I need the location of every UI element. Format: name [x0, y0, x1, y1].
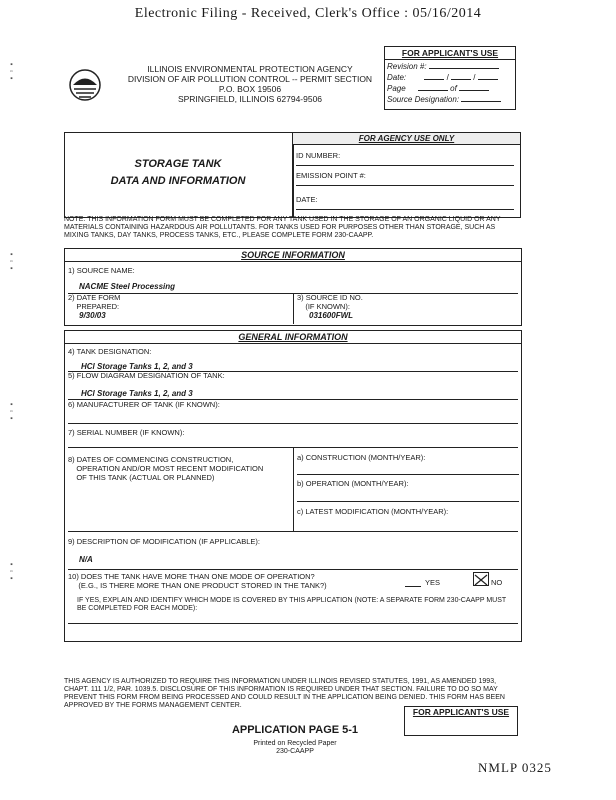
manufacturer-line: [68, 423, 518, 424]
source-divider: [293, 293, 294, 324]
modification-description-value: N/A: [79, 555, 93, 564]
modification-description-label: 9) DESCRIPTION OF MODIFICATION (IF APPLICABLE):: [68, 537, 260, 546]
applicant-use-header: FOR APPLICANT'S USE: [385, 47, 515, 60]
general-information-section: [64, 330, 522, 642]
date-month-field[interactable]: [424, 71, 444, 80]
source-id-label: 3) SOURCE ID NO. (IF KNOWN):: [297, 293, 363, 311]
flow-diagram-value: HCl Storage Tanks 1, 2, and 3: [81, 389, 193, 398]
dates-divider: [293, 447, 294, 531]
page-of-label: of: [450, 84, 457, 93]
illinois-epa-logo: [68, 68, 102, 102]
tank-designation-label: 4) TANK DESIGNATION:: [68, 347, 152, 356]
revision-field[interactable]: [429, 60, 499, 69]
date-year-field[interactable]: [478, 71, 498, 80]
footer-applicant-label: FOR APPLICANT'S USE: [412, 707, 510, 717]
dates-bottom-line: [68, 531, 518, 532]
form-number: 230-CAAPP: [276, 748, 314, 755]
source-name-label: 1) SOURCE NAME:: [68, 266, 135, 275]
form-title-line1: STORAGE TANK: [134, 158, 222, 170]
footer-applicant-box: [404, 706, 518, 736]
date-prepared-label: 2) DATE FORM PREPARED:: [68, 293, 121, 311]
revision-row: [385, 60, 515, 71]
agency-use-header: FOR AGENCY USE ONLY: [293, 133, 520, 145]
agency-header: [120, 64, 380, 104]
applicant-use-box: [384, 46, 516, 110]
page-row: [385, 82, 515, 93]
emission-point-line: [296, 185, 514, 186]
manufacturer-label: 6) MANUFACTURER OF TANK (IF KNOWN):: [68, 400, 220, 409]
construction-date-label: a) CONSTRUCTION (MONTH/YEAR):: [297, 453, 426, 462]
filing-stamp: Electronic Filing - Received, Clerk's Office : 05/16/2014: [134, 6, 482, 21]
agency-date-label: DATE:: [296, 195, 318, 204]
revision-label: Revision #:: [387, 62, 427, 71]
no-label: NO: [491, 578, 503, 587]
id-number-line: [296, 165, 514, 166]
agency-line2: DIVISION OF AIR POLLUTION CONTROL -- PERMIT SECTION: [127, 74, 373, 84]
flow-diagram-label: 5) FLOW DIAGRAM DESIGNATION OF TANK:: [68, 371, 225, 380]
modification-description-line: [68, 569, 518, 570]
form-note: NOTE: THIS INFORMATION FORM MUST BE COMPLETED FOR ANY TANK USED IN THE STORAGE OF AN ORGANIC LIQUID OR ANY MATERIALS CONTAINING HAZARDOUS AIR POLLUTANTS. FOR TANKS USED FOR PURPOSES OTHER THAN STORAGE, SUCH AS MIXING TANKS, DAY TANKS, PROCESS TANKS, ETC., PLEASE COMPLETE FORM 230-CAAPP.: [64, 216, 501, 239]
source-name-value: NACME Steel Processing: [79, 282, 176, 291]
multiple-modes-note: IF YES, EXPLAIN AND IDENTIFY WHICH MODE IS COVERED BY THIS APPLICATION (NOTE: A SEPARATE FORM 230-CAAPP MUST BE COMPLETED FOR EACH MODE):: [77, 597, 507, 612]
form-title: [64, 156, 292, 190]
application-page-label: APPLICATION PAGE 5-1: [231, 724, 359, 736]
scan-edge-mark: ▪▫▪: [8, 250, 15, 271]
page-number-field[interactable]: [418, 82, 448, 91]
date-day-field[interactable]: [451, 71, 471, 80]
date-row: Date: / /: [385, 71, 515, 82]
no-checkbox[interactable]: [473, 572, 489, 586]
serial-number-label: 7) SERIAL NUMBER (IF KNOWN):: [68, 428, 185, 437]
agency-line4: SPRINGFIELD, ILLINOIS 62794-9506: [177, 94, 323, 104]
form-title-line2: DATA AND INFORMATION: [110, 175, 246, 187]
scan-edge-mark: ▪▫▪: [8, 60, 15, 81]
operation-date-label: b) OPERATION (MONTH/YEAR):: [297, 479, 409, 488]
tank-designation-value: HCl Storage Tanks 1, 2, and 3: [81, 362, 193, 371]
checkmark-x-icon: [474, 574, 488, 586]
footer-sub: [220, 740, 370, 756]
legal-disclaimer: THIS AGENCY IS AUTHORIZED TO REQUIRE THIS INFORMATION UNDER ILLINOIS REVISED STATUTES, 1991, AS AMENDED 1993, CHAPT. 111 1/2, PAR. 1039.5. DISCLOSURE OF THIS INFORMATION IS REQUIRED UNDER THAT SECTION. FAILURE TO DO SO MAY PREVENT THIS FORM FROM BEING PROCESSED AND COULD RESULT IN THE APPLICATION BEING DENIED. THIS FORM HAS BEEN APPROVED BY THE FORMS MANAGEMENT CENTER.: [64, 678, 505, 709]
multiple-modes-label: 10) DOES THE TANK HAVE MORE THAN ONE MODE OF OPERATION? (E.G., IS THERE MORE THAN ONE PRODUCT STORED IN THE TANK?): [68, 572, 327, 590]
scan-edge-mark: ▪▫▪: [8, 400, 15, 421]
bates-number: NMLP 0325: [478, 760, 552, 775]
explain-line[interactable]: [68, 623, 518, 624]
source-designation-row: [385, 93, 515, 104]
page-total-field[interactable]: [459, 82, 489, 91]
source-designation-field[interactable]: [461, 93, 501, 102]
id-number-label: ID NUMBER:: [296, 151, 341, 160]
modification-date-label: c) LATEST MODIFICATION (MONTH/YEAR):: [297, 507, 449, 516]
source-id-value: 031600FWL: [309, 311, 354, 320]
agency-use-box: [292, 132, 521, 218]
general-information-header: GENERAL INFORMATION: [65, 331, 521, 344]
source-designation-label: Source Designation:: [387, 95, 460, 104]
source-information-section: [64, 248, 522, 326]
construction-date-line: [297, 474, 519, 475]
recycled-paper-note: Printed on Recycled Paper: [253, 740, 337, 747]
page-label: Page: [387, 84, 406, 93]
yes-label: YES: [425, 578, 441, 587]
operation-date-line: [297, 501, 519, 502]
agency-date-line: [296, 209, 514, 210]
scan-edge-mark: ▪▫▪: [8, 560, 15, 581]
agency-line1: ILLINOIS ENVIRONMENTAL PROTECTION AGENCY: [147, 64, 353, 74]
source-information-header: SOURCE INFORMATION: [65, 249, 521, 262]
agency-line3: P.O. BOX 19506: [218, 84, 282, 94]
date-label: Date:: [387, 73, 407, 82]
date-prepared-value: 9/30/03: [79, 311, 106, 320]
emission-point-label: EMISSION POINT #:: [296, 171, 366, 180]
dates-label: 8) DATES OF COMMENCING CONSTRUCTION, OPERATION AND/OR MOST RECENT MODIFICATION OF THIS TANK (ACTUAL OR PLANNED): [68, 455, 264, 482]
yes-answer-line[interactable]: [405, 586, 421, 587]
